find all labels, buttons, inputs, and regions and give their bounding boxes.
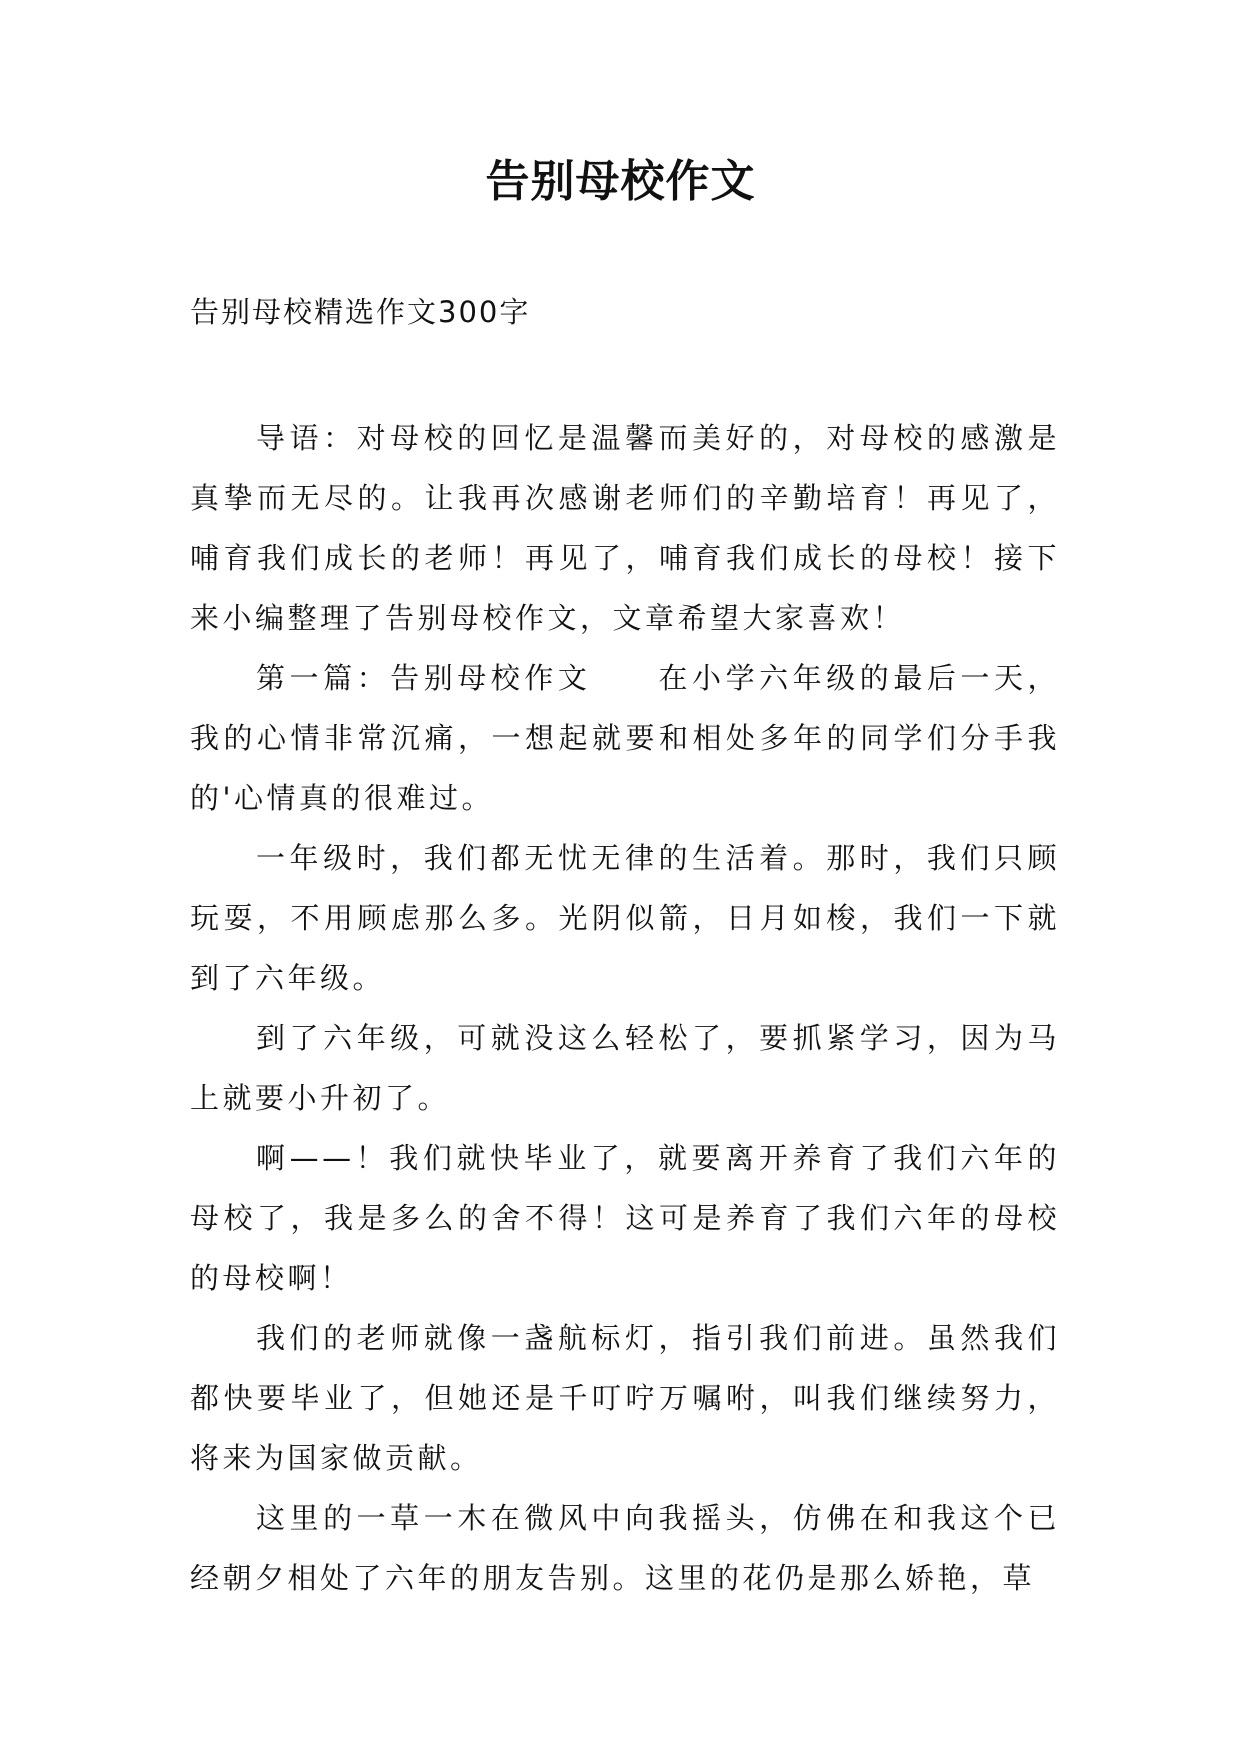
document-subtitle: 告别母校精选作文300字 xyxy=(190,295,531,329)
paragraph: 啊——！我们就快毕业了，就要离开养育了我们六年的母校了，我是多么的舍不得！这可是养育了我们六年的母校的母校啊！ xyxy=(190,1141,1060,1295)
paragraph-first-piece: 第一篇：告别母校作文 在小学六年级的最后一天，我的心情非常沉痛，一想起就要和相处多年的同学们分手我的'心情真的很难过。 xyxy=(190,661,1060,815)
paragraph: 到了六年级，可就没这么轻松了，要抓紧学习，因为马上就要小升初了。 xyxy=(190,1021,1060,1115)
document-body xyxy=(190,408,1060,1608)
paragraph: 一年级时，我们都无忧无律的生活着。那时，我们只顾玩耍，不用顾虑那么多。光阴似箭，日月如梭，我们一下就到了六年级。 xyxy=(190,841,1060,995)
document-title: 告别母校作文 xyxy=(485,156,756,207)
paragraph-intro: 导语：对母校的回忆是温馨而美好的，对母校的感激是真挚而无尽的。让我再次感谢老师们的辛勤培育！再见了，哺育我们成长的老师！再见了，哺育我们成长的母校！接下来小编整理了告别母校作文，文章希望大家喜欢！ xyxy=(190,421,1060,635)
paragraph: 我们的老师就像一盏航标灯，指引我们前进。虽然我们都快要毕业了，但她还是千叮咛万嘱咐，叫我们继续努力，将来为国家做贡献。 xyxy=(190,1321,1060,1475)
paragraph: 这里的一草一木在微风中向我摇头，仿佛在和我这个已经朝夕相处了六年的朋友告别。这里的花仍是那么娇艳，草 xyxy=(190,1501,1060,1595)
